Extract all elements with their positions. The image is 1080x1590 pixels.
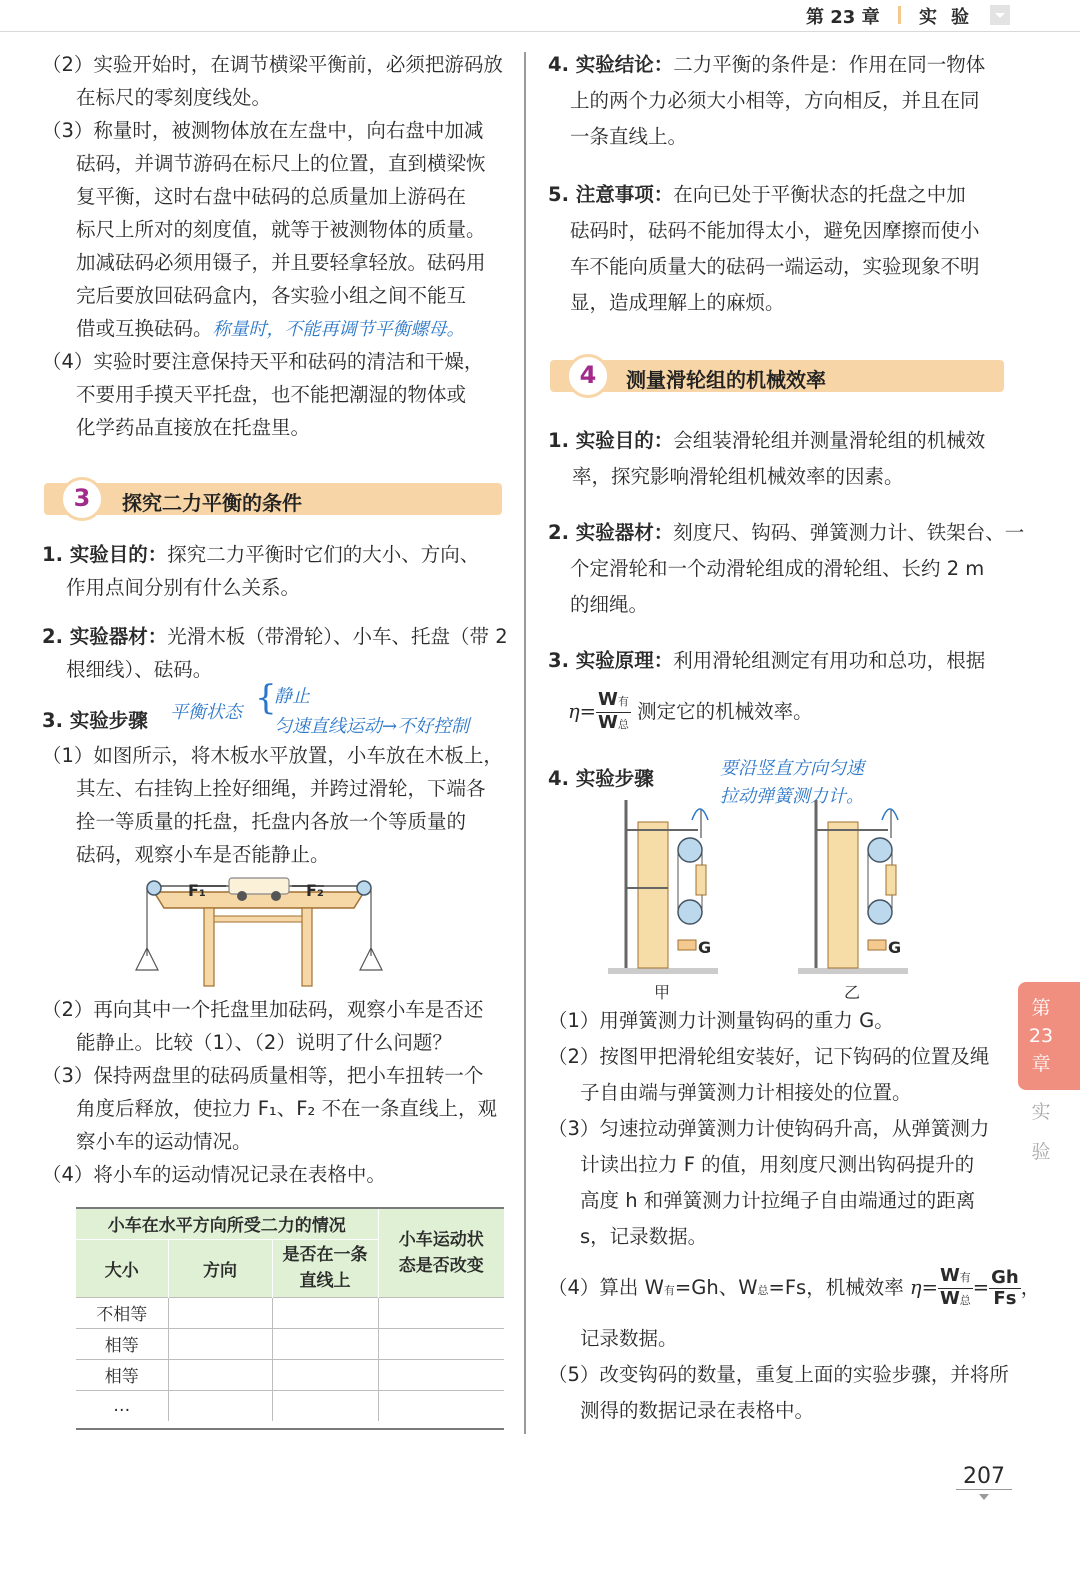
right-text-line: 显，造成理解上的麻烦。	[570, 291, 785, 314]
spring-scale-icon	[886, 865, 896, 895]
page-number: 207	[956, 1464, 1012, 1490]
right-text-line: （1）用弹簧测力计测量钩码的重力 G。	[548, 1009, 894, 1032]
item-label: 5. 注意事项：	[548, 183, 674, 206]
right-text-line: 测得的数据记录在表格中。	[580, 1399, 815, 1422]
right-text-line: 车不能向质量大的砝码一端运动，实验现象不明	[570, 255, 980, 278]
gh-fs-fraction: $\frac{Gh}{Fs}$	[991, 1267, 1019, 1309]
right-text-line: （3）匀速拉动弹簧测力计使钩码升高，从弹簧测力	[548, 1117, 990, 1140]
chapter-side-tab	[1018, 982, 1080, 1090]
ruler-shape	[638, 822, 668, 968]
table-cell: …	[76, 1390, 168, 1421]
item-text: 测定它的机械效率。	[637, 700, 813, 723]
stand-base	[608, 968, 718, 974]
hook-weight-icon	[678, 940, 696, 950]
table-cell	[168, 1328, 272, 1359]
weight-label-g: G	[698, 938, 712, 957]
hook-weight-icon	[868, 940, 886, 950]
handwritten-note: 平衡状态	[170, 702, 242, 723]
left-text-line: （3）保持两盘里的砝码质量相等，把小车扭转一个	[42, 1064, 484, 1087]
fixed-pulley-icon	[678, 838, 702, 862]
left-text-line: 拴一等质量的托盘，托盘内各放一个等质量的	[76, 810, 467, 833]
right-text-line: 计读出拉力 F 的值，用刻度尺测出钩码提升的	[580, 1153, 975, 1176]
left-text-line: （3）称量时，被测物体放在左盘中，向右盘中加减	[42, 119, 484, 142]
section-3-number-badge	[60, 477, 104, 521]
table-cell	[378, 1390, 504, 1421]
figure-label-yi: 乙	[844, 983, 861, 1002]
item-label: 4. 实验结论：	[548, 53, 674, 76]
steps-heading: 3. 实验步骤	[42, 709, 148, 732]
left-text-line: 砝码，并调节游码在标尺上的位置，直到横梁恢	[76, 152, 486, 175]
weight-label-g: G	[888, 938, 902, 957]
left-text-line: 在标尺的零刻度线处。	[76, 86, 272, 109]
section-4-number: 4	[579, 361, 597, 389]
right-text-line: 记录数据。	[580, 1327, 678, 1350]
header-chapter: 第 23 章	[806, 7, 880, 28]
pulley-icon	[147, 881, 161, 895]
section-3-title: 探究二力平衡的条件	[122, 491, 302, 515]
steps-heading: 4. 实验步骤	[548, 767, 654, 790]
table-cell	[272, 1328, 378, 1359]
left-text-line	[42, 620, 508, 653]
table-header-cell: 方向	[168, 1239, 272, 1297]
table-header-cell: 小车运动状 态是否改变	[378, 1209, 504, 1297]
right-text-line: （2）按图甲把滑轮组安装好，记下钩码的位置及绳	[548, 1045, 990, 1068]
right-text-line: 率，探究影响滑轮组机械效率的因素。	[572, 465, 904, 488]
left-text-line: 作用点间分别有什么关系。	[66, 576, 301, 599]
fixed-pulley-icon	[868, 838, 892, 862]
header-tab-icon	[990, 5, 1010, 25]
table-cell	[378, 1297, 504, 1328]
table-cell: 不相等	[76, 1297, 168, 1328]
stand-base	[798, 968, 908, 974]
table-rail	[214, 916, 302, 922]
left-text-line: 复平衡，这时右盘中砝码的总质量加上游码在	[76, 185, 467, 208]
efficiency-fraction: $\frac{\text{W有}}{\text{W总}}$	[598, 689, 629, 733]
section-4-banner	[550, 360, 1004, 392]
left-text: 借或互换砝码。	[76, 317, 213, 340]
left-text-line: 化学药品直接放在托盘里。	[76, 416, 311, 439]
movable-pulley-icon	[868, 900, 892, 924]
left-text-line: （1）如图所示，将木板水平放置，小车放在木板上，	[42, 744, 503, 767]
left-text-line: 砝码，观察小车是否能静止。	[76, 843, 330, 866]
header-separator	[898, 6, 901, 24]
right-text-line	[548, 516, 1024, 549]
table-cell	[168, 1297, 272, 1328]
left-text-line: 角度后释放，使拉力 F₁、F₂ 不在一条直线上，观	[76, 1097, 497, 1120]
item-label: 2. 实验器材：	[42, 625, 168, 648]
right-text-line: 子自由端与弹簧测力计相接处的位置。	[580, 1081, 912, 1104]
section-4-number-badge	[566, 354, 610, 398]
table-cell	[272, 1359, 378, 1390]
left-text-line	[76, 312, 465, 346]
table-cell	[272, 1390, 378, 1421]
table-cell	[378, 1359, 504, 1390]
left-text-line	[42, 538, 479, 571]
item-label: 3. 实验原理：	[548, 649, 674, 672]
handwritten-note: 称量时，不能再调节平衡螺母。	[212, 319, 465, 340]
item-text: 二力平衡的条件是：作用在同一物体	[673, 53, 986, 76]
table-row	[76, 1297, 504, 1328]
left-text-line: 察小车的运动情况。	[76, 1130, 252, 1153]
cart-shape	[229, 878, 289, 894]
item-label: 1. 实验目的：	[42, 543, 168, 566]
column-divider	[524, 52, 526, 1434]
table-cell: 相等	[76, 1328, 168, 1359]
handwritten-note: 匀速直线运动→不好控制	[274, 716, 470, 737]
force-label-f1: F₁	[188, 881, 206, 900]
left-text-line: 标尺上所对的刻度值，就等于被测物体的质量。	[76, 218, 486, 241]
table-row	[76, 1390, 504, 1421]
item-text: 光滑木板（带滑轮）、小车、托盘（带 2	[167, 625, 508, 648]
efficiency-formula: η= $\frac{\text{W有}}{\text{W总}}$ 测定它的机械效率。	[568, 689, 813, 733]
section-4-title: 测量滑轮组的机械效率	[626, 368, 826, 392]
item-text: 会组装滑轮组并测量滑轮组的机械效	[673, 429, 986, 452]
section-3-number: 3	[73, 484, 91, 512]
item-text: 探究二力平衡时它们的大小、方向、	[167, 543, 480, 566]
force-label-f2: F₂	[306, 881, 324, 900]
handwritten-note: 要沿竖直方向匀速	[720, 758, 864, 779]
pull-arrow-icon	[882, 809, 898, 820]
item-label: 2. 实验器材：	[548, 521, 674, 544]
right-text-line	[548, 424, 985, 457]
page-header	[0, 0, 1080, 32]
brace-icon: {	[255, 678, 277, 718]
handwritten-note: 拉动弹簧测力计。	[720, 786, 864, 807]
table-cell: 相等	[76, 1359, 168, 1390]
movable-pulley-icon	[678, 900, 702, 924]
left-text-line: 加减砝码必须用镊子，并且要轻拿轻放。砝码用	[76, 251, 486, 274]
item-text: 利用滑轮组测定有用功和总功，根据	[673, 649, 986, 672]
right-text-line: （5）改变钩码的数量，重复上面的实验步骤，并将所	[548, 1363, 1009, 1386]
left-text-line: 根细线）、砝码。	[66, 658, 213, 681]
table-group-header: 小车在水平方向所受二力的情况	[76, 1209, 378, 1239]
left-text-line: 不要用手摸天平托盘，也不能把潮湿的物体或	[76, 383, 467, 406]
left-text-line: （4）将小车的运动情况记录在表格中。	[42, 1163, 386, 1186]
right-text-line: 上的两个力必须大小相等，方向相反，并且在同	[570, 89, 980, 112]
right-text-line: 砝码时，砝码不能加得太小，避免因摩擦而使小	[570, 219, 980, 242]
pulley-system-figure	[608, 800, 918, 1000]
left-text-line: 其左、右挂钩上拴好细绳，并跨过滑轮，下端各	[76, 777, 486, 800]
right-text-line: 个定滑轮和一个动滑轮组成的滑轮组、长约 2 m	[570, 557, 985, 580]
efficiency-fraction: $\frac{\text{W有}}{\text{W总}}$	[939, 1265, 971, 1309]
table-row	[76, 1359, 504, 1390]
left-text-line: 能静止。比较（1）、（2）说明了什么问题？	[76, 1031, 452, 1054]
side-subject-label: 实 验	[1031, 1101, 1051, 1163]
item-text: 在向已处于平衡状态的托盘之中加	[673, 183, 966, 206]
table-header-cell: 大小	[76, 1239, 168, 1297]
table-cell	[168, 1390, 272, 1421]
left-text-line: 完后要放回砝码盒内，各实验小组之间不能互	[76, 284, 467, 307]
pull-arrow-icon	[692, 809, 708, 820]
left-text-line: （2）再向其中一个托盘里加砝码，观察小车是否还	[42, 998, 484, 1021]
page-number-arrow-icon	[979, 1494, 989, 1500]
work-formula-line: （4）算出 W有=Gh、W总=Fs，机械效率 η= $\frac{\text{W有}}{\text{W总}}$ = $\frac{Gh}{Fs}$ ，	[548, 1265, 1041, 1309]
figure-label-jia: 甲	[654, 983, 671, 1002]
right-text-line	[548, 48, 985, 81]
left-text-line: （2）实验开始时，在调节横梁平衡前，必须把游码放	[42, 53, 503, 76]
item-text: 刻度尺、钩码、弹簧测力计、铁架台、一	[673, 521, 1025, 544]
cart-wheel	[237, 891, 247, 901]
table-bottom-rule	[76, 1428, 504, 1430]
right-text-line: 一条直线上。	[570, 125, 688, 148]
header-subject: 实验	[919, 7, 983, 28]
item-label: 1. 实验目的：	[548, 429, 674, 452]
left-text-line: （4）实验时要注意保持天平和砝码的清洁和干燥，	[42, 350, 484, 373]
spring-scale-icon	[696, 865, 706, 895]
table-cell	[168, 1359, 272, 1390]
right-text-line: s，记录数据。	[580, 1225, 708, 1248]
table-row	[76, 1328, 504, 1359]
pulley-icon	[357, 881, 371, 895]
table-leg	[204, 908, 214, 986]
right-text-line	[548, 178, 966, 211]
right-text-line: 高度 h 和弹簧测力计拉绳子自由端通过的距离	[580, 1189, 976, 1212]
table-header-cell: 是否在一条 直线上	[272, 1239, 378, 1297]
table-leg	[302, 908, 312, 986]
ruler-shape	[828, 822, 858, 968]
section-3-banner	[44, 483, 502, 515]
record-table	[76, 1209, 504, 1421]
right-text-line	[548, 644, 985, 677]
right-text-line: 的细绳。	[570, 593, 649, 616]
table-cell	[272, 1297, 378, 1328]
table-cell	[378, 1328, 504, 1359]
two-force-apparatus-figure	[134, 876, 384, 996]
side-tab-text: 第 23 章	[1028, 997, 1054, 1075]
cart-wheel	[271, 891, 281, 901]
handwritten-note: 静止	[274, 686, 310, 707]
